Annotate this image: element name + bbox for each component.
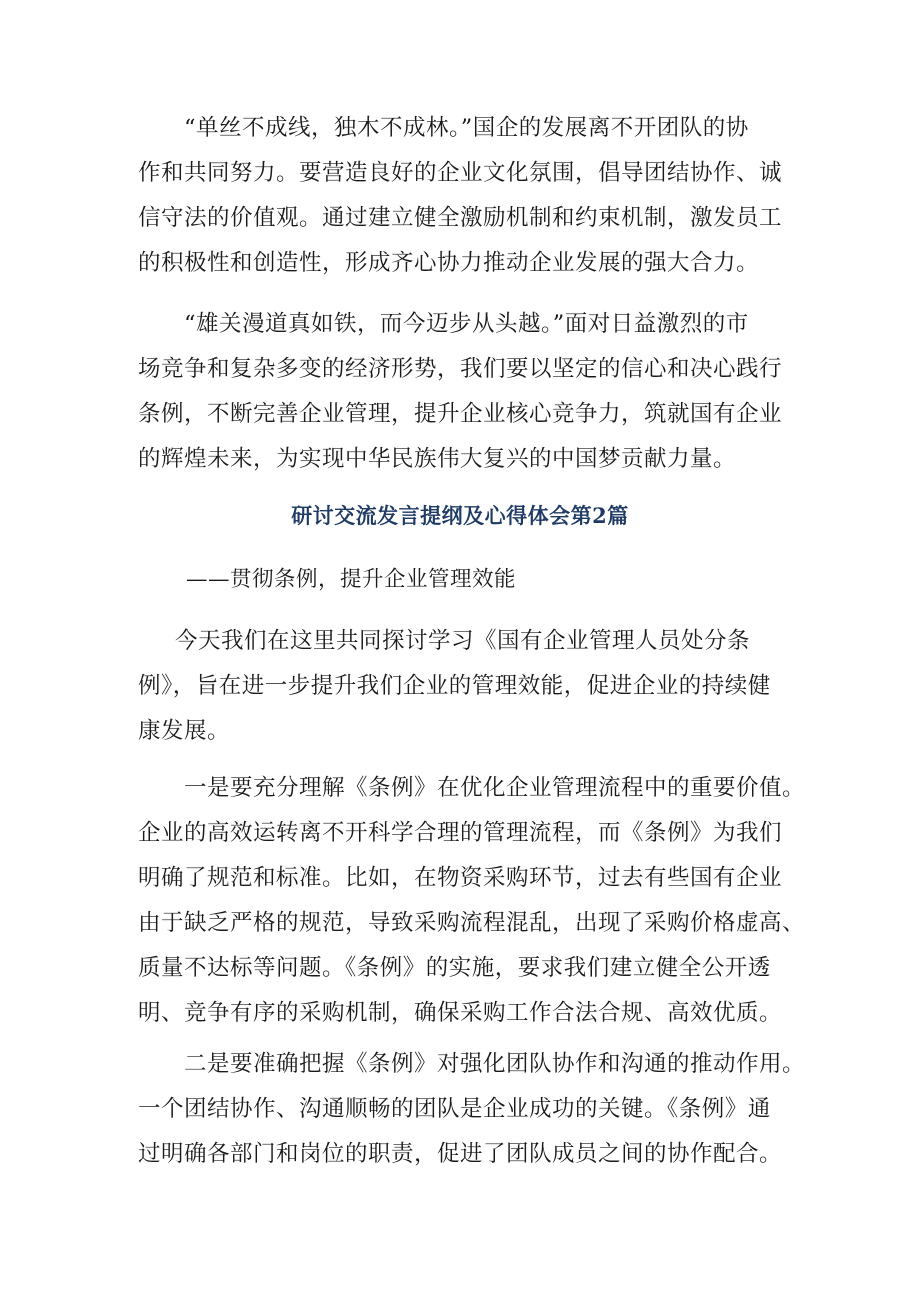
paragraph-point-two [138,1042,806,1177]
text-line: 二是要准确把握《条例》对强化团队协作和沟通的推动作用。 [184,1051,806,1077]
paragraph-teamwork [138,106,788,286]
text-line: 条例，不断完善企业管理，提升企业核心竞争力，筑就国有企业 [138,401,783,427]
text-line: 今天我们在这里共同探讨学习《国有企业管理人员处分条 [175,628,751,654]
text-line: 的辉煌未来，为实现中华民族伟大复兴的中国梦贡献力量。 [138,446,737,472]
text-line: “雄关漫道真如铁，而今迈步从头越。”面对日益激烈的市 [184,311,749,337]
text-line: 一是要充分理解《条例》在优化企业管理流程中的重要价值。 [184,775,806,801]
section-subtitle: ——贯彻条例，提升企业管理效能 [186,567,517,592]
text-line: 作和共同努力。要营造良好的企业文化氛围，倡导团结协作、诚 [138,160,783,186]
text-line: 康发展。 [138,718,231,744]
paragraph-future [138,302,788,482]
text-line: “单丝不成线，独木不成林。”国企的发展离不开团队的协 [184,115,749,141]
text-line: 信守法的价值观。通过建立健全激励机制和约束机制，激发员工 [138,205,783,231]
text-line: 一个团结协作、沟通顺畅的团队是企业成功的关键。《条例》通 [138,1096,771,1122]
text-line: 由于缺乏严格的规范，导致采购流程混乱，出现了采购价格虚高、 [138,910,806,936]
paragraph-intro [138,619,788,754]
text-line: 场竞争和复杂多变的经济形势，我们要以坚定的信心和决心践行 [138,356,783,382]
text-line: 质量不达标等问题。《条例》的实施，要求我们建立健全公开透 [138,955,771,981]
text-line: 例》，旨在进一步提升我们企业的管理效能，促进企业的持续健 [138,673,771,699]
text-line: 企业的高效运转离不开科学合理的管理流程，而《条例》为我们 [138,820,783,846]
text-line: 明、竞争有序的采购机制，确保采购工作合法合规、高效优质。 [138,1000,783,1026]
text-line: 明确了规范和标准。比如，在物资采购环节，过去有些国有企业 [138,865,783,891]
paragraph-point-one [138,766,806,1036]
text-line: 的积极性和创造性，形成齐心协力推动企业发展的强大合力。 [138,250,760,276]
section-heading: 研讨交流发言提纲及心得体会第2篇 [291,503,629,528]
text-line: 过明确各部门和岗位的职责，促进了团队成员之间的协作配合。 [138,1141,783,1167]
